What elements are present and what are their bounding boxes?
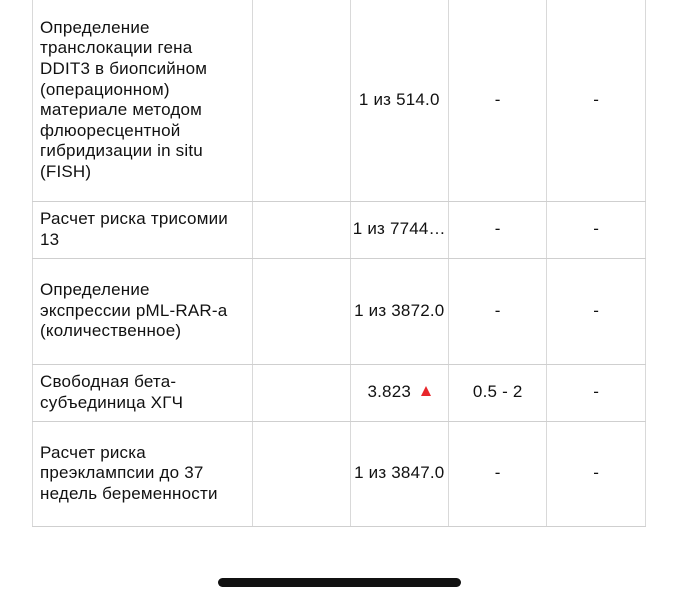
test-name: Свободная бета-субъединица ХГЧ	[33, 364, 253, 421]
empty-cell	[253, 421, 350, 526]
result-value: 1 из 3847.0	[354, 463, 445, 483]
test-name: Определение экспрессии pML-RAR-a (количественное)	[33, 258, 253, 364]
table-row[interactable]	[33, 201, 646, 258]
unit: -	[547, 0, 646, 201]
empty-cell	[253, 258, 350, 364]
result-value: 1 из 3872.0	[354, 300, 445, 320]
unit: -	[547, 421, 646, 526]
unit: -	[547, 258, 646, 364]
test-name: Расчет риска преэклампсии до 37 недель беременности	[33, 421, 253, 526]
table-row[interactable]	[33, 364, 646, 421]
table-row[interactable]	[33, 421, 646, 526]
flag-up-icon	[421, 386, 431, 396]
results-table	[32, 0, 646, 527]
empty-cell	[253, 0, 350, 201]
result-value-cell	[350, 201, 448, 258]
result-value: 3.823	[367, 382, 412, 402]
table-row[interactable]	[33, 0, 646, 201]
result-value: 1 из 7744…	[352, 219, 446, 239]
result-value-cell	[350, 364, 448, 421]
result-value: 1 из 514.0	[358, 90, 440, 110]
empty-cell	[253, 201, 350, 258]
reference-range: 0.5 - 2	[449, 364, 547, 421]
reference-range: -	[449, 258, 547, 364]
result-value-cell	[350, 0, 448, 201]
reference-range: -	[449, 0, 547, 201]
reference-range: -	[449, 201, 547, 258]
unit: -	[547, 201, 646, 258]
empty-cell	[253, 364, 350, 421]
home-indicator[interactable]	[218, 578, 461, 587]
result-value-cell	[350, 421, 448, 526]
table-row[interactable]	[33, 258, 646, 364]
result-value-cell	[350, 258, 448, 364]
test-name: Определение транслокации гена DDIT3 в биопсийном (операционном) материале методом флюоресцентной гибридизации in situ (FISH)	[33, 0, 253, 201]
reference-range: -	[449, 421, 547, 526]
test-name: Расчет риска трисомии 13	[33, 201, 253, 258]
unit: -	[547, 364, 646, 421]
